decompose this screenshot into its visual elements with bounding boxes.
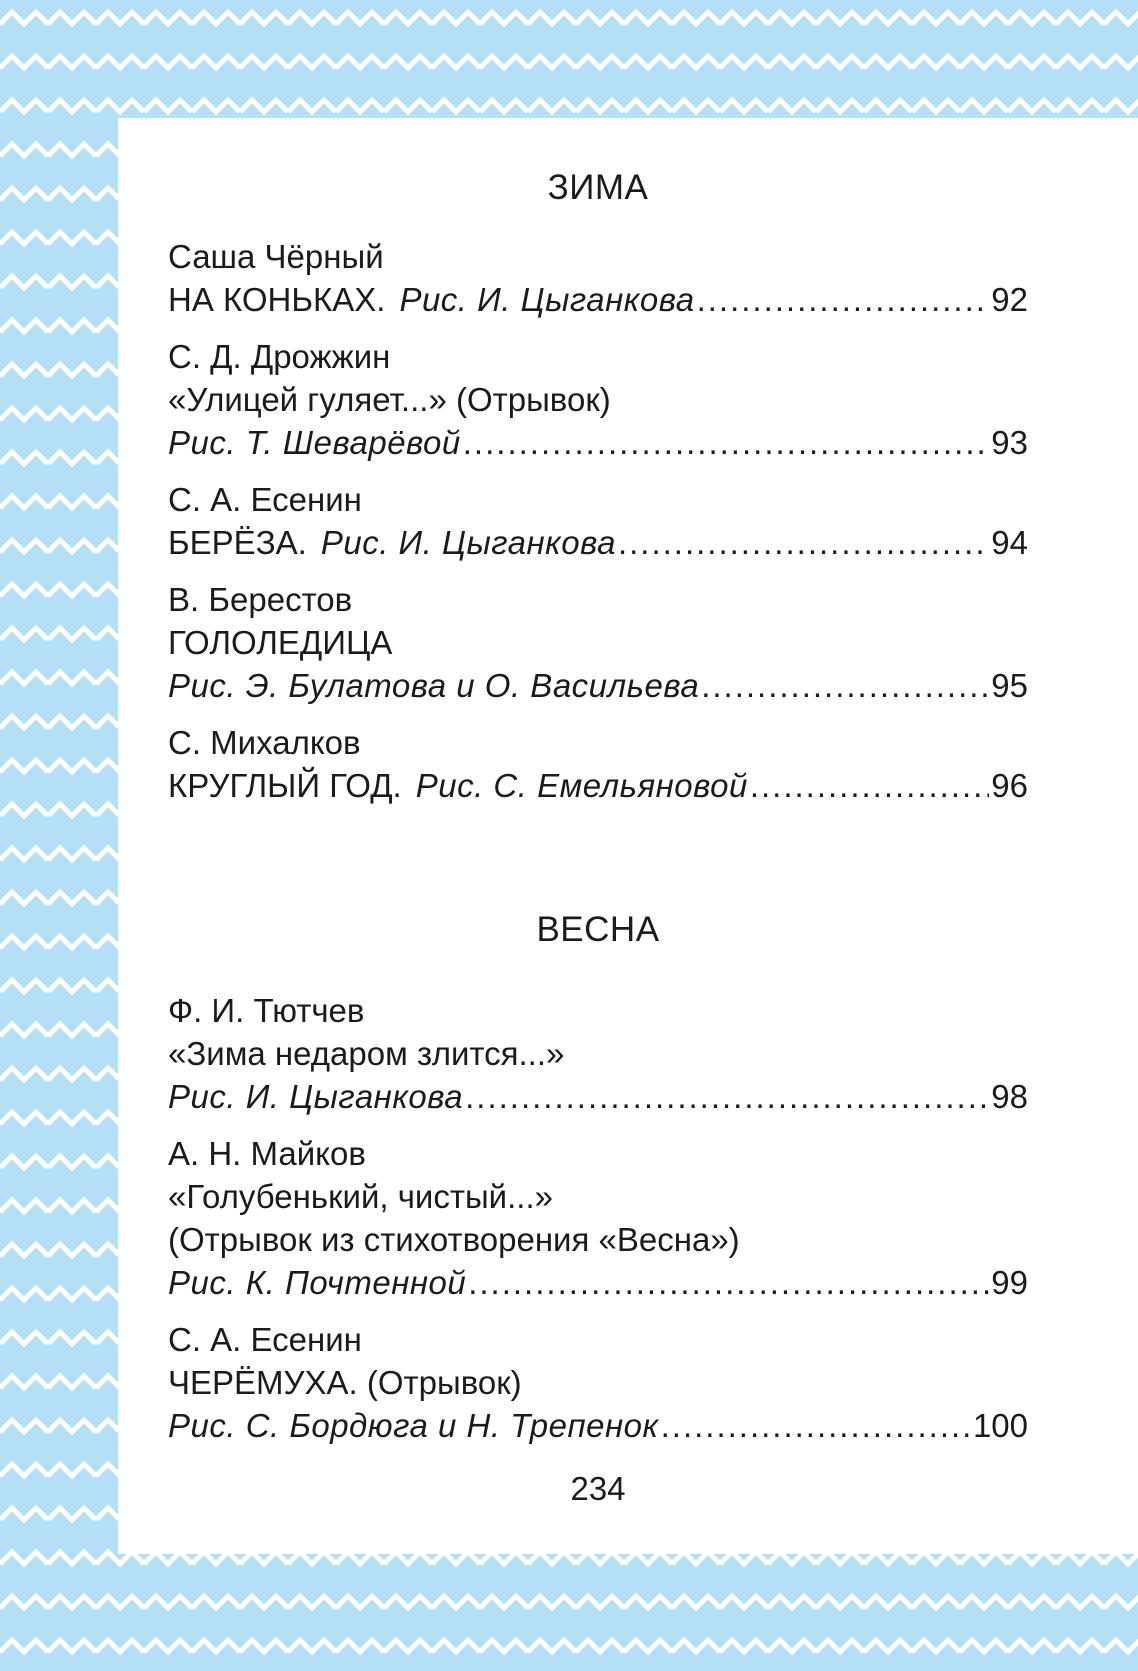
entry-illustrator: Рис. Э. Булатова и О. Васильева [168,667,700,704]
leader-dots [465,1076,989,1118]
entry-illustrator: Рис. С. Емельяновой [415,767,748,804]
toc-entry-row[interactable] [168,1262,1028,1304]
page-number: 234 [570,1470,626,1507]
entry-illustrator: Рис. К. Почтенной [168,1264,467,1301]
entry-author: С. Д. Дрожжин [168,338,391,375]
entry-author: А. Н. Майков [168,1135,366,1172]
toc-entry-row[interactable] [168,1405,1028,1447]
entry-author: В. Берестов [168,581,353,618]
entry-title: БЕРЁЗА. [168,524,307,561]
toc-entry-row[interactable] [168,279,1028,321]
leader-dots [750,765,989,807]
entry-title: «Голубенький, чистый...» [168,1178,553,1215]
toc-entry-row[interactable] [168,765,1028,807]
section-title-winter: ЗИМА [547,168,649,207]
entry-subtitle: (Отрывок из стихотворения «Весна») [168,1221,740,1258]
leader-dots [463,422,990,464]
leader-dots [701,665,989,707]
entry-title: ГОЛОЛЕДИЦА [168,624,393,661]
leader-dots [697,279,990,321]
entry-title: НА КОНЬКАХ. [168,281,386,318]
leader-dots [618,522,989,564]
entry-page-number: 100 [972,1407,1028,1444]
entry-page-number: 96 [991,767,1028,804]
entry-author: С. А. Есенин [168,1321,362,1358]
entry-author: Саша Чёрный [168,238,384,275]
entry-title: ЧЕРЁМУХА. (Отрывок) [168,1364,522,1401]
entry-title: КРУГЛЫЙ ГОД. [168,767,402,804]
entry-page-number: 95 [991,667,1028,704]
entry-illustrator: Рис. И. Цыганкова [399,281,695,318]
leader-dots [661,1405,971,1447]
entry-illustrator: Рис. И. Цыганкова [168,1078,464,1115]
toc-entry-row[interactable] [168,665,1028,707]
leader-dots [468,1262,989,1304]
toc-entry-row[interactable] [168,422,1028,464]
entry-page-number: 93 [991,424,1028,461]
entry-page-number: 94 [991,524,1028,561]
toc-entry-row[interactable] [168,1076,1028,1118]
entry-page-number: 98 [991,1078,1028,1115]
entry-title: «Улицей гуляет...» (Отрывок) [168,381,611,418]
entry-illustrator: Рис. С. Бордюга и Н. Трепенок [168,1407,659,1444]
entry-author: Ф. И. Тютчев [168,992,365,1029]
entry-illustrator: Рис. И. Цыганкова [320,524,616,561]
toc-entry-row[interactable] [168,522,1028,564]
entry-illustrator: Рис. Т. Шеварёвой [168,424,461,461]
entry-author: С. А. Есенин [168,481,362,518]
section-title-spring: ВЕСНА [536,910,660,949]
entry-author: С. Михалков [168,724,361,761]
page-sheet [118,118,1138,1554]
entry-page-number: 99 [991,1264,1028,1301]
entry-title: «Зима недаром злится...» [168,1035,565,1072]
entry-page-number: 92 [991,281,1028,318]
